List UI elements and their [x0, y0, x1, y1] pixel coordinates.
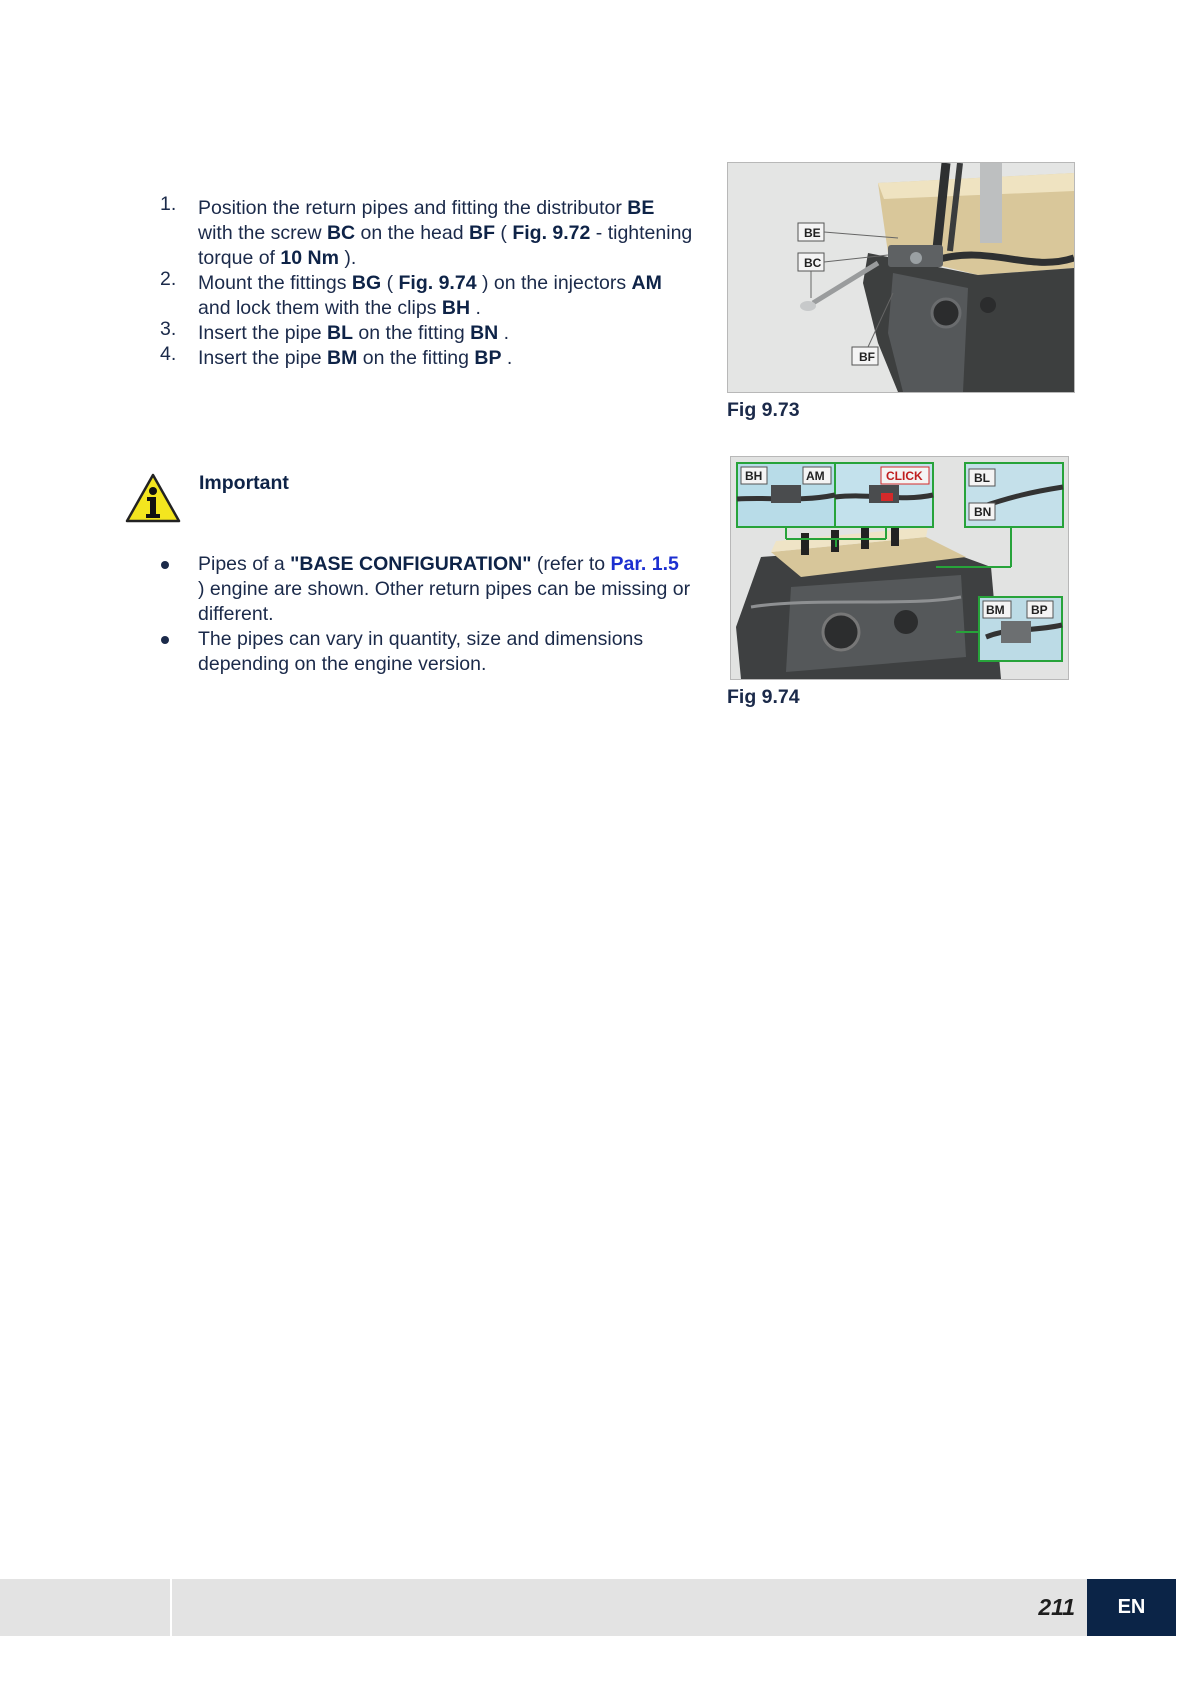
step-text-part: Mount the fittings — [198, 272, 352, 294]
step-text-part: . — [470, 297, 481, 319]
footer-divider — [170, 1579, 172, 1636]
step-item — [160, 318, 705, 346]
label-bf: BF — [859, 350, 875, 364]
page-number: 211 — [1038, 1594, 1075, 1620]
step-ref: AM — [631, 272, 662, 294]
step-ref: BC — [326, 222, 356, 244]
step-ref: BF — [469, 222, 495, 244]
step-text-part: - tightening torque of — [198, 222, 693, 269]
info-warning-icon — [124, 472, 182, 529]
language-tab[interactable]: EN — [1087, 1579, 1176, 1636]
bullet-emphasis: "BASE CONFIGURATION" — [290, 553, 532, 575]
figure-caption: Fig 9.74 — [727, 686, 800, 708]
step-text — [198, 322, 509, 344]
bullet-dot — [161, 561, 169, 569]
bullet-dot — [161, 636, 169, 644]
step-number: 3. — [160, 318, 177, 340]
label-bc: BC — [804, 256, 822, 270]
step-ref: BL — [327, 322, 353, 344]
label-bm: BM — [986, 603, 1005, 617]
bullet-text — [198, 553, 690, 625]
step-ref: BN — [470, 322, 499, 344]
step-text — [198, 272, 662, 319]
step-ref: BP — [474, 347, 502, 369]
step-number: 2. — [160, 268, 177, 290]
step-text-part: with the screw — [198, 222, 327, 244]
step-ref: BM — [327, 347, 358, 369]
step-text-part: on the fitting — [353, 322, 471, 344]
engine-head-illustration — [728, 163, 1074, 392]
par-link[interactable]: Par. 1.5 — [610, 553, 679, 575]
steps-list — [160, 193, 705, 371]
step-item — [160, 193, 705, 271]
label-bh: BH — [745, 469, 763, 483]
step-text-part: ) on the injectors — [476, 272, 632, 294]
footer-bar — [0, 1579, 1087, 1636]
label-be: BE — [804, 226, 821, 240]
step-item — [160, 268, 705, 321]
figure-caption: Fig 9.73 — [727, 399, 800, 421]
step-ref: Fig. 9.72 — [512, 222, 591, 244]
step-text-part: Insert the pipe — [198, 322, 327, 344]
step-number: 1. — [160, 193, 177, 215]
step-ref: BH — [441, 297, 471, 319]
step-ref: BE — [627, 197, 655, 219]
label-click: CLICK — [886, 469, 923, 483]
bullet-text-part: (refer to — [531, 553, 611, 575]
step-ref: BG — [351, 272, 382, 294]
label-bn: BN — [974, 505, 992, 519]
step-text-part: and lock them with the clips — [198, 297, 442, 319]
label-bl: BL — [974, 471, 990, 485]
step-text-part: Insert the pipe — [198, 347, 327, 369]
bullet-text-part: ) engine are shown. Other return pipes can be missing or different. — [198, 578, 691, 625]
label-am: AM — [806, 469, 825, 483]
step-ref: Fig. 9.74 — [398, 272, 477, 294]
important-bullets — [160, 552, 705, 677]
figure-9-73 — [727, 162, 1075, 393]
important-title: Important — [199, 472, 289, 494]
step-number: 4. — [160, 343, 177, 365]
bullet-text-part: Pipes of a — [198, 553, 291, 575]
step-text-part: ( — [381, 272, 399, 294]
step-text-part: on the fitting — [357, 347, 475, 369]
figure-9-74 — [730, 456, 1069, 680]
label-bp: BP — [1031, 603, 1048, 617]
bullet-item — [160, 627, 705, 677]
step-ref: 10 Nm — [280, 247, 339, 269]
step-item — [160, 343, 705, 371]
step-text-part: Position the return pipes and fitting the distributor — [198, 197, 628, 219]
step-text-part: ). — [338, 247, 357, 269]
step-text-part: . — [501, 347, 513, 369]
step-text-part: on the head — [355, 222, 469, 244]
step-text — [198, 347, 512, 369]
step-text-part: ( — [495, 222, 513, 244]
bullet-item — [160, 552, 705, 627]
step-text — [198, 197, 692, 269]
engine-assembly-illustration — [731, 457, 1068, 679]
bullet-text: The pipes can vary in quantity, size and dimensions depending on the engine version. — [198, 628, 644, 675]
step-text-part: . — [498, 322, 510, 344]
